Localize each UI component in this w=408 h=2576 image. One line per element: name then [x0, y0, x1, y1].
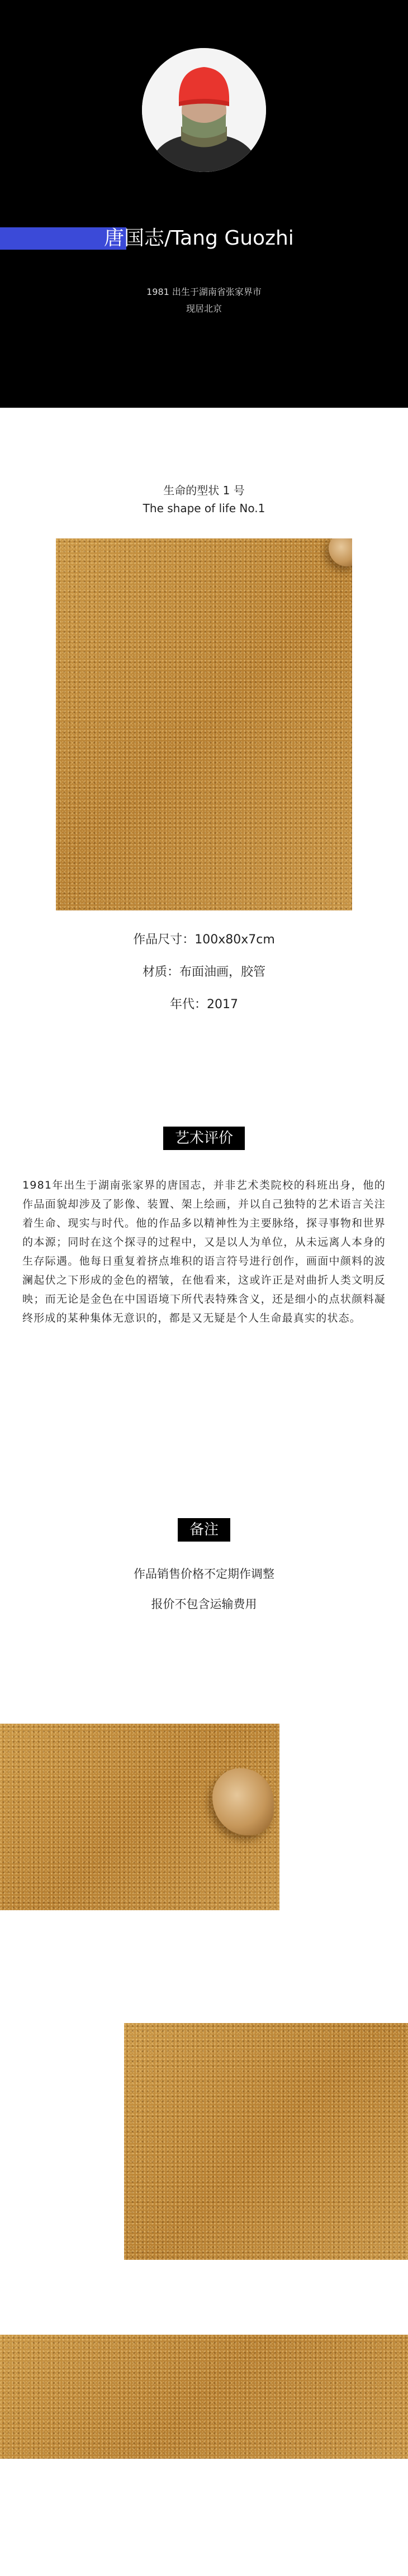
artist-portrait-icon	[142, 48, 266, 172]
detail-image-2	[124, 2023, 408, 2260]
artist-name: 唐国志/Tang Guozhi	[104, 227, 294, 250]
artwork-year: 年代：2017	[170, 998, 238, 1012]
detail-image-3	[0, 2335, 408, 2459]
detail-image-1	[0, 1724, 279, 1910]
tube-fold-closeup	[212, 1768, 274, 1835]
artwork-title-en: The shape of life No.1	[143, 502, 265, 515]
notes-heading: 备注	[178, 1518, 230, 1542]
artist-birth-info: 1981 出生于湖南省张家界市	[146, 287, 262, 297]
artwork-image	[56, 538, 352, 910]
note-shipping: 报价不包含运输费用	[151, 1597, 257, 1611]
review-body: 1981年出生于湖南张家界的唐国志，并非艺术类院校的科班出身，他的作品面貌却涉及了影像、装置、架上绘画，并以自己独特的艺术语言关注着生命、现实与时代。他的作品多以精神性为主要脉络，探寻事物和世界的本源；同时在这个探寻的过程中，又是以人为单位，从未远离人本身的生存际遇。他每日重复着挤点堆积的语言符号进行创作，画面中颜料的波澜起伏之下形成的金色的褶皱，在他看来，这或许正是对曲折人类文明反映；而无论是金色在中国语境下所代表特殊含义，还是细小的点状颜料凝终形成的某种集体无意识的，都是又无疑是个人生命最真实的状态。	[22, 1179, 386, 1324]
review-heading: 艺术评价	[163, 1127, 245, 1150]
artwork-material: 材质：布面油画，胶管	[142, 965, 265, 979]
artwork-title-cn: 生命的型状 1 号	[163, 484, 245, 497]
note-price-adjust: 作品销售价格不定期作调整	[134, 1567, 274, 1581]
artist-avatar	[142, 48, 266, 172]
artist-header	[0, 0, 408, 408]
artist-residence: 现居北京	[186, 303, 222, 314]
tube-fold-detail	[329, 538, 352, 566]
artwork-size: 作品尺寸：100x80x7cm	[133, 933, 275, 947]
